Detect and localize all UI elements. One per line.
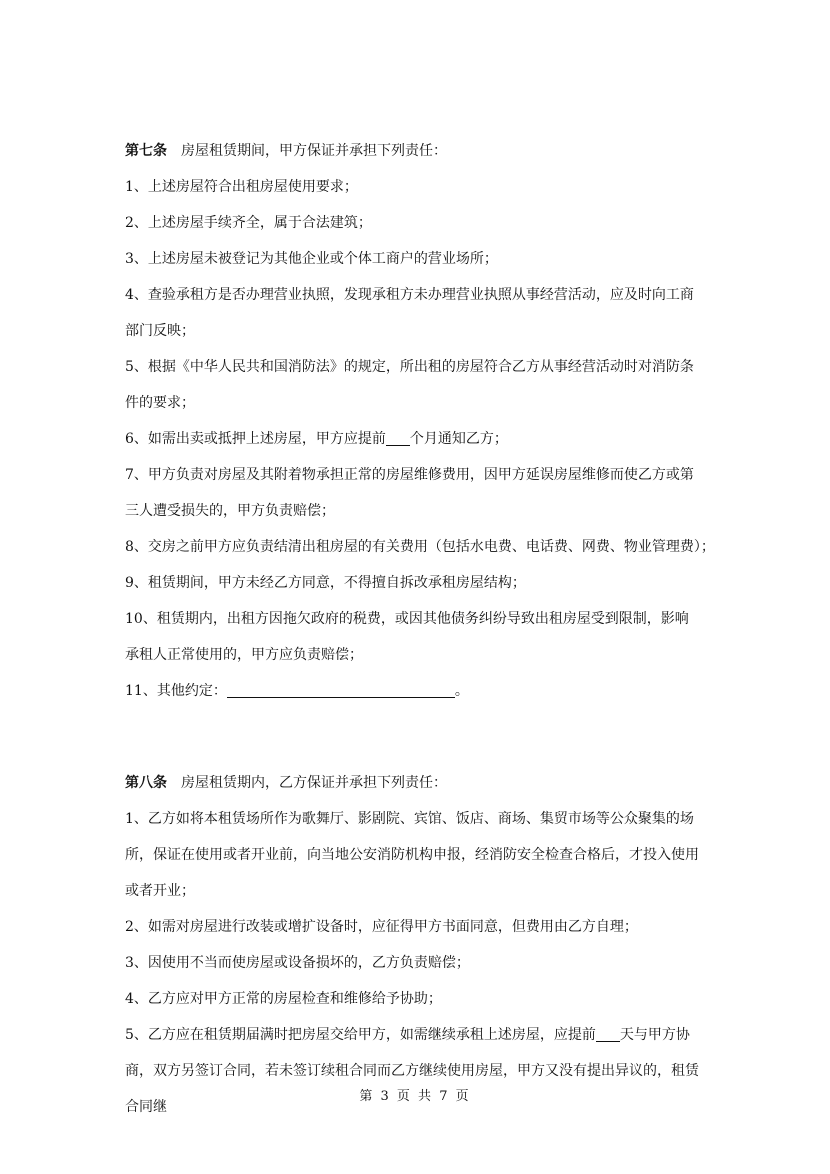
article-8-label: 第八条 xyxy=(125,775,167,791)
article-7-item-6: 6、如需出卖或抵押上述房屋，甲方应提前 个月通知乙方； xyxy=(125,431,508,447)
page-number-footer: 第 3 页 共 7 页 xyxy=(359,1089,471,1104)
article-7-item-2: 2、上述房屋手续齐全，属于合法建筑； xyxy=(125,215,372,231)
article-7-item-5: 5、根据《中华人民共和国消防法》的规定，所出租的房屋符合乙方从事经营活动时对消防条件的要求； xyxy=(125,359,694,411)
article-7-item-11: 11、其他约定： 。 xyxy=(125,683,469,699)
article-8-item-3: 3、因使用不当而使房屋或设备损坏的，乙方负责赔偿； xyxy=(125,955,470,971)
article-7-heading: 第七条 房屋租赁期间，甲方保证并承担下列责任： xyxy=(125,143,447,159)
article-7-item-4: 4、查验承租方是否办理营业执照，发现承租方未办理营业执照从事经营活动，应及时向工商部门反映； xyxy=(125,287,694,339)
article-7-item-8: 8、交房之前甲方应负责结清出租房屋的有关费用（包括水电费、电话费、网费、物业管理费）； xyxy=(125,539,715,555)
section-gap xyxy=(125,709,700,765)
article-7-item-10: 10、租赁期内，出租方因拖欠政府的税费，或因其他债务纠纷导致出租房屋受到限制，影响承租人正常使用的，甲方应负责赔偿； xyxy=(125,611,689,663)
article-8-item-1: 1、乙方如将本租赁场所作为歌舞厅、影剧院、宾馆、饭店、商场、集贸市场等公众聚集的场所，保证在使用或者开业前，向当地公安消防机构申报，经消防安全检查合格后，才投入使用或者开业； xyxy=(125,811,699,899)
months-blank-field[interactable] xyxy=(386,429,410,446)
article-7-item-7: 7、甲方负责对房屋及其附着物承担正常的房屋维修费用，因甲方延误房屋维修而使乙方或第三人遭受损失的，甲方负责赔偿； xyxy=(125,467,694,519)
days-blank-field[interactable] xyxy=(596,1025,620,1042)
article-7-item-1: 1、上述房屋符合出租房屋使用要求； xyxy=(125,179,358,195)
article-8-heading: 第八条 房屋租赁期内，乙方保证并承担下列责任： xyxy=(125,775,447,791)
article-8-item-4: 4、乙方应对甲方正常的房屋检查和维修给予协助； xyxy=(125,991,442,1007)
document-body xyxy=(125,133,715,1125)
other-terms-blank-field[interactable] xyxy=(227,681,455,698)
article-8-item-5: 5、乙方应在租赁期届满时把房屋交给甲方，如需继续承租上述房屋，应提前 天与甲方协商，双方另签订合同，若未签订续租合同而乙方继续使用房屋，甲方又没有提出异议的，租赁合同继 xyxy=(125,1027,699,1115)
article-7-label: 第七条 xyxy=(125,143,167,159)
article-8-item-2: 2、如需对房屋进行改装或增扩设备时，应征得甲方书面同意，但费用由乙方自理； xyxy=(125,919,638,935)
article-7-item-3: 3、上述房屋未被登记为其他企业或个体工商户的营业场所； xyxy=(125,251,498,267)
article-7-item-9: 9、租赁期间，甲方未经乙方同意，不得擅自拆改承租房屋结构； xyxy=(125,575,526,591)
